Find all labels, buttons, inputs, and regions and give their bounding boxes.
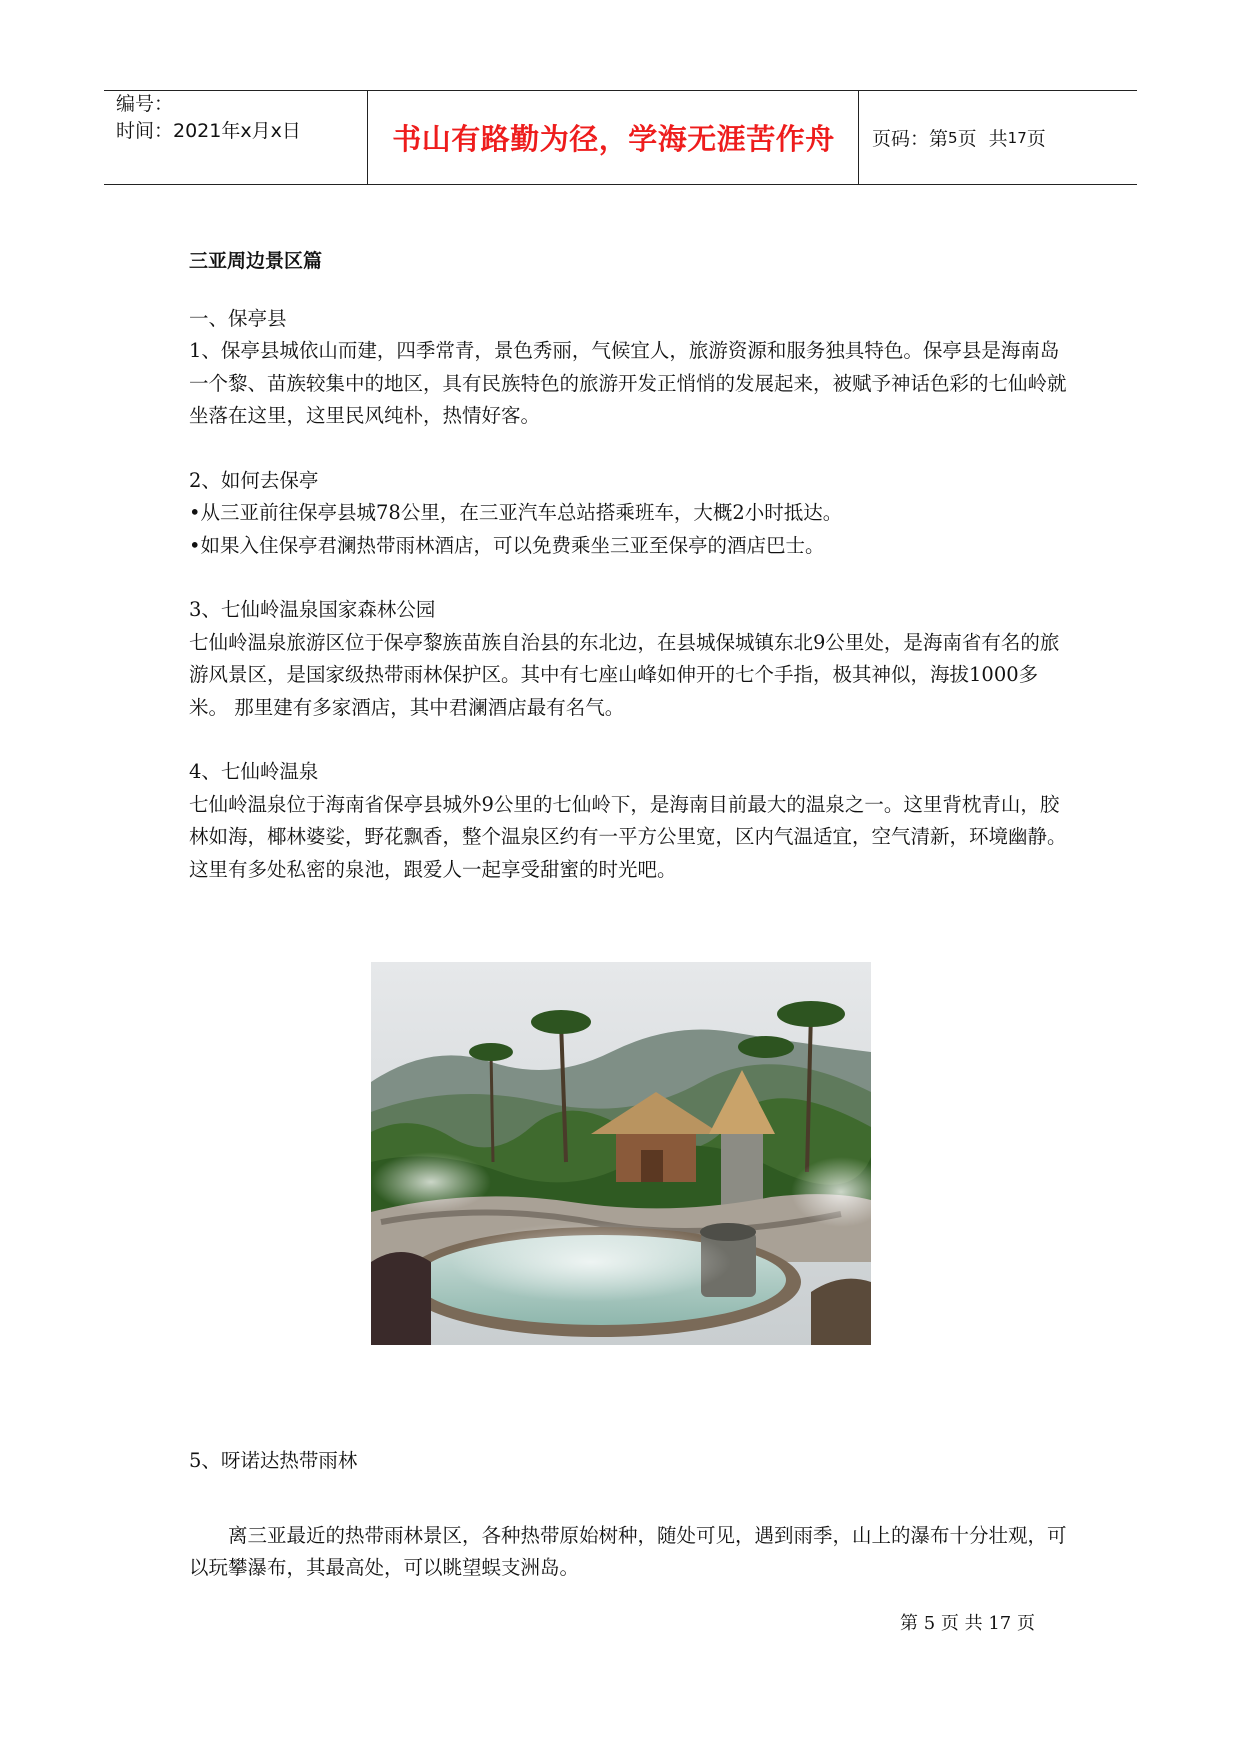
document-title: 三亚周边景区篇 (189, 250, 323, 272)
header-motto: 书山有路勤为径，学海无涯苦作舟 (392, 122, 835, 156)
section-paragraph: 1、保亭县城依山而建，四季常青，景色秀丽，气候宜人，旅游资源和服务独具特色。保亭县是海南岛一个黎、苗族较集中的地区，具有民族特色的旅游开发正悄悄的发展起来，被赋予神话色彩的七仙岭就坐落在这里，这里民风纯朴，热情好客。 (189, 339, 1067, 427)
page-header (104, 90, 1137, 185)
section-heading: 4、七仙岭温泉 (189, 760, 319, 783)
section-heading: 5、呀诺达热带雨林 (189, 1449, 358, 1472)
section-heading: 一、保亭县 (189, 306, 287, 330)
header-divider (367, 91, 368, 184)
page-prefix: 页码：第 (872, 128, 949, 150)
bullet-item: •从三亚前往保亭县城78公里，在三亚汽车总站搭乘班车，大概2小时抵达。 (189, 501, 843, 524)
document-body-continued (189, 1445, 1069, 1585)
page-footer: 第 5 页 共 17 页 (900, 1613, 1035, 1634)
page-number: 5 (948, 128, 958, 147)
number-label: 编号： (116, 93, 174, 115)
hot-spring-illustration (371, 962, 871, 1345)
bullet-item: •如果入住保亭君澜热带雨林酒店，可以免费乘坐三亚至保亭的酒店巴士。 (189, 533, 825, 557)
section-heading: 2、如何去保亭 (189, 468, 319, 492)
header-page-info (872, 91, 1046, 184)
document-body (189, 245, 1069, 886)
page-total: 17 (1007, 128, 1027, 147)
time-label: 时间：2021年x月x日 (116, 120, 301, 142)
hot-spring-photo (371, 962, 871, 1345)
section-paragraph: 离三亚最近的热带雨林景区，各种热带原始树种，随处可见，遇到雨季，山上的瀑布十分壮观，可以玩攀瀑布，其最高处，可以眺望蜈支洲岛。 (189, 1523, 1067, 1579)
header-divider (858, 91, 859, 184)
header-meta (116, 91, 301, 145)
section-paragraph: 七仙岭温泉位于海南省保亭县城外9公里的七仙岭下，是海南目前最大的温泉之一。这里背枕青山，胶林如海，椰林婆娑，野花飘香，整个温泉区约有一平方公里宽，区内气温适宜，空气清新，环境幽静。 这里有多处私密的泉池，跟爱人一起享受甜蜜的时光吧。 (189, 792, 1067, 881)
page-mid: 页 共 (957, 128, 1008, 150)
page-suffix: 页 (1026, 128, 1046, 150)
section-heading: 3、七仙岭温泉国家森林公园 (189, 598, 436, 621)
section-paragraph: 七仙岭温泉旅游区位于保亭黎族苗族自治县的东北边，在县城保城镇东北9公里处，是海南省有名的旅游风景区，是国家级热带雨林保护区。其中有七座山峰如伸开的七个手指，极其神似，海拔1000多米。 那里建有多家酒店，其中君澜酒店最有名气。 (189, 630, 1060, 719)
